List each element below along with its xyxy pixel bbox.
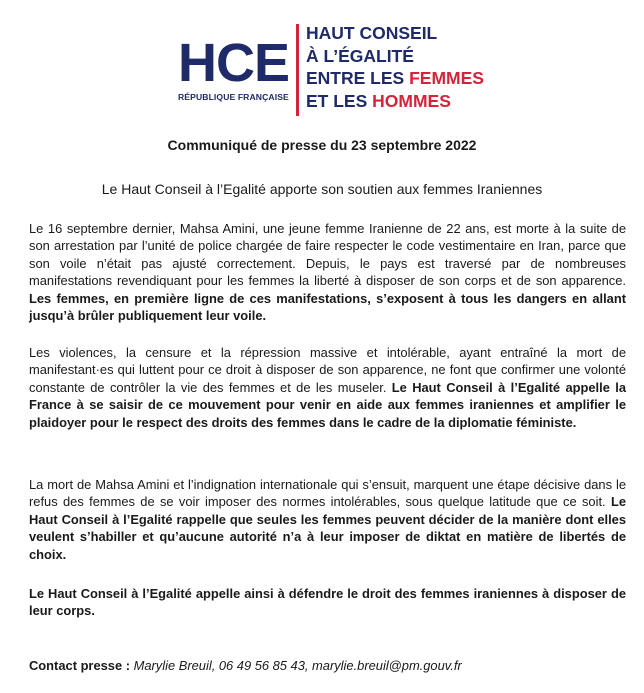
press-release-subheading: Le Haut Conseil à l’Egalité apporte son soutien aux femmes Iraniennes: [101, 181, 543, 197]
paragraph-2-text: Les violences, la censure et la répression massive et intolérable, ayant entraîné la mort de manifestant·es qui luttent pour ce droit à disposer de son apparence, ne font que confirmer une volonté constante de contrôler la vie des femmes et de les museler.: [29, 345, 626, 395]
paragraph-4: [29, 585, 626, 620]
paragraph-1: [29, 220, 626, 324]
contact-label: Contact presse :: [29, 658, 131, 673]
logo-divider: [296, 24, 299, 116]
logo-mark: [178, 33, 290, 102]
paragraph-1-bold: Les femmes, en première ligne de ces manifestations, s’exposent à tous les dangers en allant jusqu’à brûler publiquement leur voile.: [29, 290, 626, 324]
paragraph-2: [29, 344, 626, 431]
paragraph-2-bold: Le Haut Conseil à l’Egalité appelle la France à se saisir de ce mouvement pour venir en aide aux femmes iraniennes et amplifier le plaidoyer pour le respect des droits des femmes dans le cadre de la diplomatie féministe.: [29, 379, 626, 430]
logo-subtitle: RÉPUBLIQUE FRANÇAISE: [178, 92, 289, 102]
logo-title-hommes: HOMMES: [372, 90, 451, 111]
logo-title-line3: [306, 67, 484, 90]
paragraph-1-text: Le 16 septembre dernier, Mahsa Amini, une jeune femme Iranienne de 22 ans, est morte à la suite de son arrestation par l’unité de police chargée de faire respecter le code vestimentaire en Iran, parce que son voile n’était pas ajusté correctement. Depuis, le pays est traversé par de nombreuses manifestations revendiquant pour les femmes la liberté à disposer de son corps et de son apparence.: [29, 221, 626, 289]
paragraph-3: [29, 476, 626, 563]
logo-title-line1: HAUT CONSEIL: [306, 23, 438, 43]
paragraph-3-text: La mort de Mahsa Amini et l’indignation internationale qui s’ensuit, marquent une étape décisive dans le refus des femmes de se voir imposer des normes intolérables, sous quelque latitude que ce soit.: [29, 477, 626, 510]
logo-title-line2: À L’ÉGALITÉ: [306, 45, 414, 66]
logo-title-femmes: FEMMES: [409, 68, 484, 88]
logo-acronym: HCE: [178, 33, 290, 93]
hce-logo: [178, 22, 484, 122]
logo-title-line4: [306, 90, 484, 113]
logo-title-line4-a: ET LES: [306, 90, 373, 111]
logo-title-line3-a: ENTRE LES: [306, 68, 410, 88]
press-contact: [29, 658, 462, 673]
paragraph-4-bold: Le Haut Conseil à l’Egalité appelle ainsi à défendre le droit des femmes iraniennes à disposer de leur corps.: [29, 586, 626, 619]
contact-details: Marylie Breuil, 06 49 56 85 43, marylie.breuil@pm.gouv.fr: [133, 658, 462, 673]
paragraph-3-bold: Le Haut Conseil à l’Egalité rappelle que seules les femmes peuvent décider de la manière dont elles veulent s’habiller et qu’aucune autorité n’a à leur imposer de diktat en matière de libertés de choix.: [29, 494, 626, 562]
logo-title: [306, 22, 484, 112]
press-release-heading: Communiqué de presse du 23 septembre 2022: [167, 137, 477, 153]
